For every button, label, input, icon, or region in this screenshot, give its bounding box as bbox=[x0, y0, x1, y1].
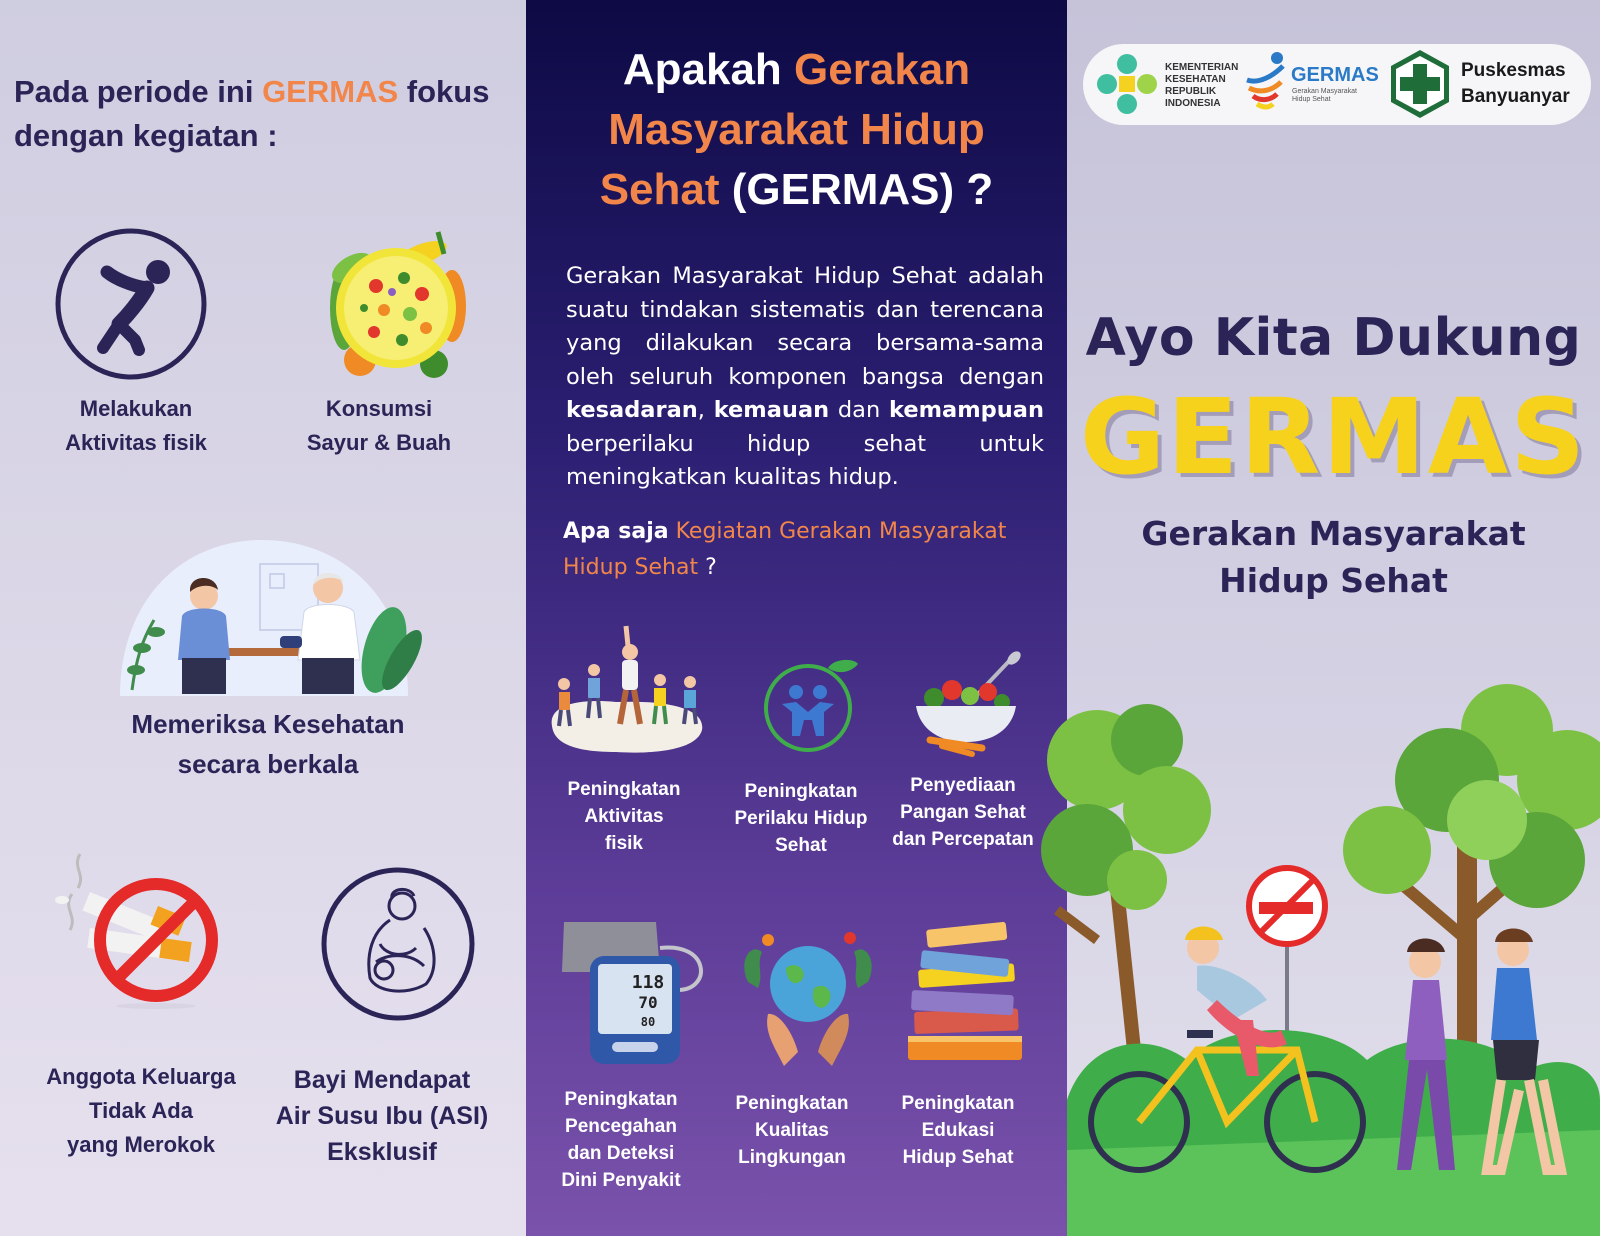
title-orange-1: Gerakan bbox=[794, 45, 971, 94]
program-2-line2: Perilaku Hidup bbox=[734, 808, 868, 829]
activity-1-line2: Aktivitas fisik bbox=[65, 430, 207, 455]
program-5-line2: Kualitas bbox=[755, 1120, 829, 1141]
program-3-line3: dan Percepatan bbox=[892, 829, 1034, 850]
activity-label-1 bbox=[36, 392, 236, 460]
no-smoking-icon bbox=[50, 854, 228, 1014]
blood-pressure-monitor-icon bbox=[560, 922, 710, 1068]
left-panel bbox=[0, 0, 526, 1236]
kemenkes-line-1: KEMENTERIAN bbox=[1165, 62, 1239, 73]
activity-3-line1: Memeriksa Kesehatan bbox=[131, 709, 405, 739]
definition-bold-kemauan: kemauan bbox=[713, 397, 830, 423]
activity-label-4 bbox=[26, 1060, 256, 1162]
program-4-line3: dan Deteksi bbox=[567, 1143, 675, 1164]
germas-big-title: GERMAS bbox=[1079, 376, 1588, 498]
definition-bold-kemampuan: kemampuan bbox=[888, 397, 1044, 423]
definition-part-1: Gerakan Masyarakat Hidup Sehat adalah suatu tindakan sistematis dan terencana yang dilakukan secara bersama-sama oleh seluruh komponen bangsa dengan bbox=[566, 263, 1044, 390]
program-1-line3: fisik bbox=[604, 833, 644, 854]
doctor-checkup-illustration bbox=[112, 540, 416, 696]
question-end: ? bbox=[698, 555, 717, 580]
middle-panel bbox=[526, 0, 1067, 1236]
program-6-line2: Edukasi bbox=[921, 1120, 995, 1141]
group-exercise-icon bbox=[546, 626, 708, 756]
program-5-line1: Peningkatan bbox=[735, 1093, 849, 1114]
program-4-line1: Peningkatan bbox=[564, 1089, 678, 1110]
salad-bowl-icon bbox=[912, 656, 1020, 756]
bp-reading-pulse: 80 bbox=[640, 1015, 656, 1029]
left-heading-highlight: GERMAS bbox=[262, 74, 399, 109]
activity-5-line2: Air Susu Ibu (ASI) bbox=[275, 1102, 489, 1130]
program-6-line3: Hidup Sehat bbox=[902, 1147, 1014, 1168]
program-2-line1: Peningkatan bbox=[744, 781, 858, 802]
program-2-line3: Sehat bbox=[775, 835, 827, 856]
puskesmas-text bbox=[1461, 58, 1570, 110]
germas-sub-line-1: Gerakan Masyarakat bbox=[1292, 88, 1357, 95]
germas-subtitle-line1: Gerakan Masyarakat bbox=[1141, 514, 1526, 553]
program-1-line2: Aktivitas bbox=[584, 806, 664, 827]
healthy-people-icon bbox=[762, 656, 862, 756]
exercise-person-icon bbox=[55, 228, 207, 380]
question-orange: Kegiatan Gerakan Masyarakat Hidup Sehat bbox=[563, 519, 1007, 580]
program-6-line1: Peningkatan bbox=[901, 1093, 1015, 1114]
left-heading bbox=[14, 70, 519, 158]
kemenkes-line-3: REPUBLIK bbox=[1165, 86, 1217, 97]
activity-4-line3: yang Merokok bbox=[67, 1132, 215, 1157]
activities-question bbox=[563, 514, 1033, 586]
activity-4-line2: Tidak Ada bbox=[89, 1098, 193, 1123]
activity-2-line1: Konsumsi bbox=[325, 396, 433, 421]
activity-label-5 bbox=[262, 1062, 502, 1170]
activity-5-line1: Bayi Mendapat bbox=[293, 1066, 471, 1094]
activity-1-line1: Melakukan bbox=[79, 396, 193, 421]
activity-5-line3: Eksklusif bbox=[327, 1138, 437, 1166]
program-1-line1: Peningkatan bbox=[567, 779, 681, 800]
bp-reading-dia: 70 bbox=[638, 993, 658, 1012]
activity-label-2 bbox=[279, 392, 479, 460]
germas-definition bbox=[566, 260, 1044, 495]
kemenkes-text bbox=[1165, 62, 1238, 110]
program-label-5 bbox=[722, 1090, 862, 1171]
puskesmas-line-2: Banyuanyar bbox=[1461, 86, 1570, 107]
kemenkes-logo-icon bbox=[1095, 52, 1159, 116]
activity-2-line2: Sayur & Buah bbox=[306, 430, 452, 455]
fruits-vegetables-icon bbox=[318, 228, 476, 388]
germas-subtitle bbox=[1067, 510, 1600, 604]
program-label-3 bbox=[882, 772, 1044, 853]
puskesmas-line-1: Puskesmas bbox=[1461, 60, 1566, 81]
right-panel bbox=[1067, 0, 1600, 1236]
definition-part-2: berperilaku hidup sehat untuk meningkatkan kualitas hidup. bbox=[566, 430, 1044, 490]
germas-sub-line-2: Hidup Sehat bbox=[1292, 96, 1331, 103]
program-4-line2: Pencegahan bbox=[565, 1116, 677, 1137]
bp-reading-sys: 118 bbox=[631, 972, 665, 993]
middle-title bbox=[526, 40, 1067, 220]
activity-3-line2: secara berkala bbox=[177, 749, 359, 779]
program-4-line4: Dini Penyakit bbox=[561, 1170, 681, 1191]
park-scene-illustration bbox=[1067, 700, 1600, 1236]
title-end: (GERMAS) ? bbox=[719, 165, 994, 214]
germas-logo-icon bbox=[1243, 50, 1289, 114]
definition-bold-kesadaran: kesadaran bbox=[566, 397, 698, 423]
program-3-line1: Penyediaan bbox=[910, 775, 1016, 796]
program-label-2 bbox=[722, 778, 880, 859]
earth-hands-icon bbox=[738, 922, 878, 1068]
breastfeeding-mother-icon bbox=[320, 866, 476, 1022]
germas-subtitle-line2: Hidup Sehat bbox=[1219, 561, 1448, 600]
program-label-4 bbox=[546, 1086, 696, 1194]
program-5-line3: Lingkungan bbox=[738, 1147, 846, 1168]
logo-bar bbox=[1083, 44, 1591, 125]
definition-sep-1: , bbox=[697, 397, 714, 423]
title-orange-2: Masyarakat Hidup bbox=[608, 105, 985, 154]
left-heading-post: fokus dengan kegiatan : bbox=[14, 74, 490, 153]
title-apakah: Apakah bbox=[622, 45, 795, 94]
definition-sep-2: dan bbox=[829, 397, 889, 423]
program-3-line2: Pangan Sehat bbox=[900, 802, 1026, 823]
kemenkes-line-4: INDONESIA bbox=[1165, 98, 1221, 109]
germas-logo-text: GERMAS bbox=[1291, 64, 1379, 86]
kemenkes-line-2: KESEHATAN bbox=[1165, 74, 1226, 85]
activity-4-line1: Anggota Keluarga bbox=[46, 1064, 236, 1089]
activity-label-3 bbox=[68, 704, 468, 784]
puskesmas-logo-icon bbox=[1387, 48, 1453, 120]
question-white: Apa saja bbox=[563, 519, 669, 544]
program-label-1 bbox=[552, 776, 696, 857]
program-label-6 bbox=[888, 1090, 1028, 1171]
book-stack-icon bbox=[904, 924, 1028, 1064]
germas-logo-subtext bbox=[1292, 88, 1357, 104]
title-orange-3: Sehat bbox=[599, 165, 720, 214]
ayo-kita-dukung: Ayo Kita Dukung bbox=[1085, 308, 1582, 368]
left-heading-pre: Pada periode ini bbox=[14, 74, 263, 109]
